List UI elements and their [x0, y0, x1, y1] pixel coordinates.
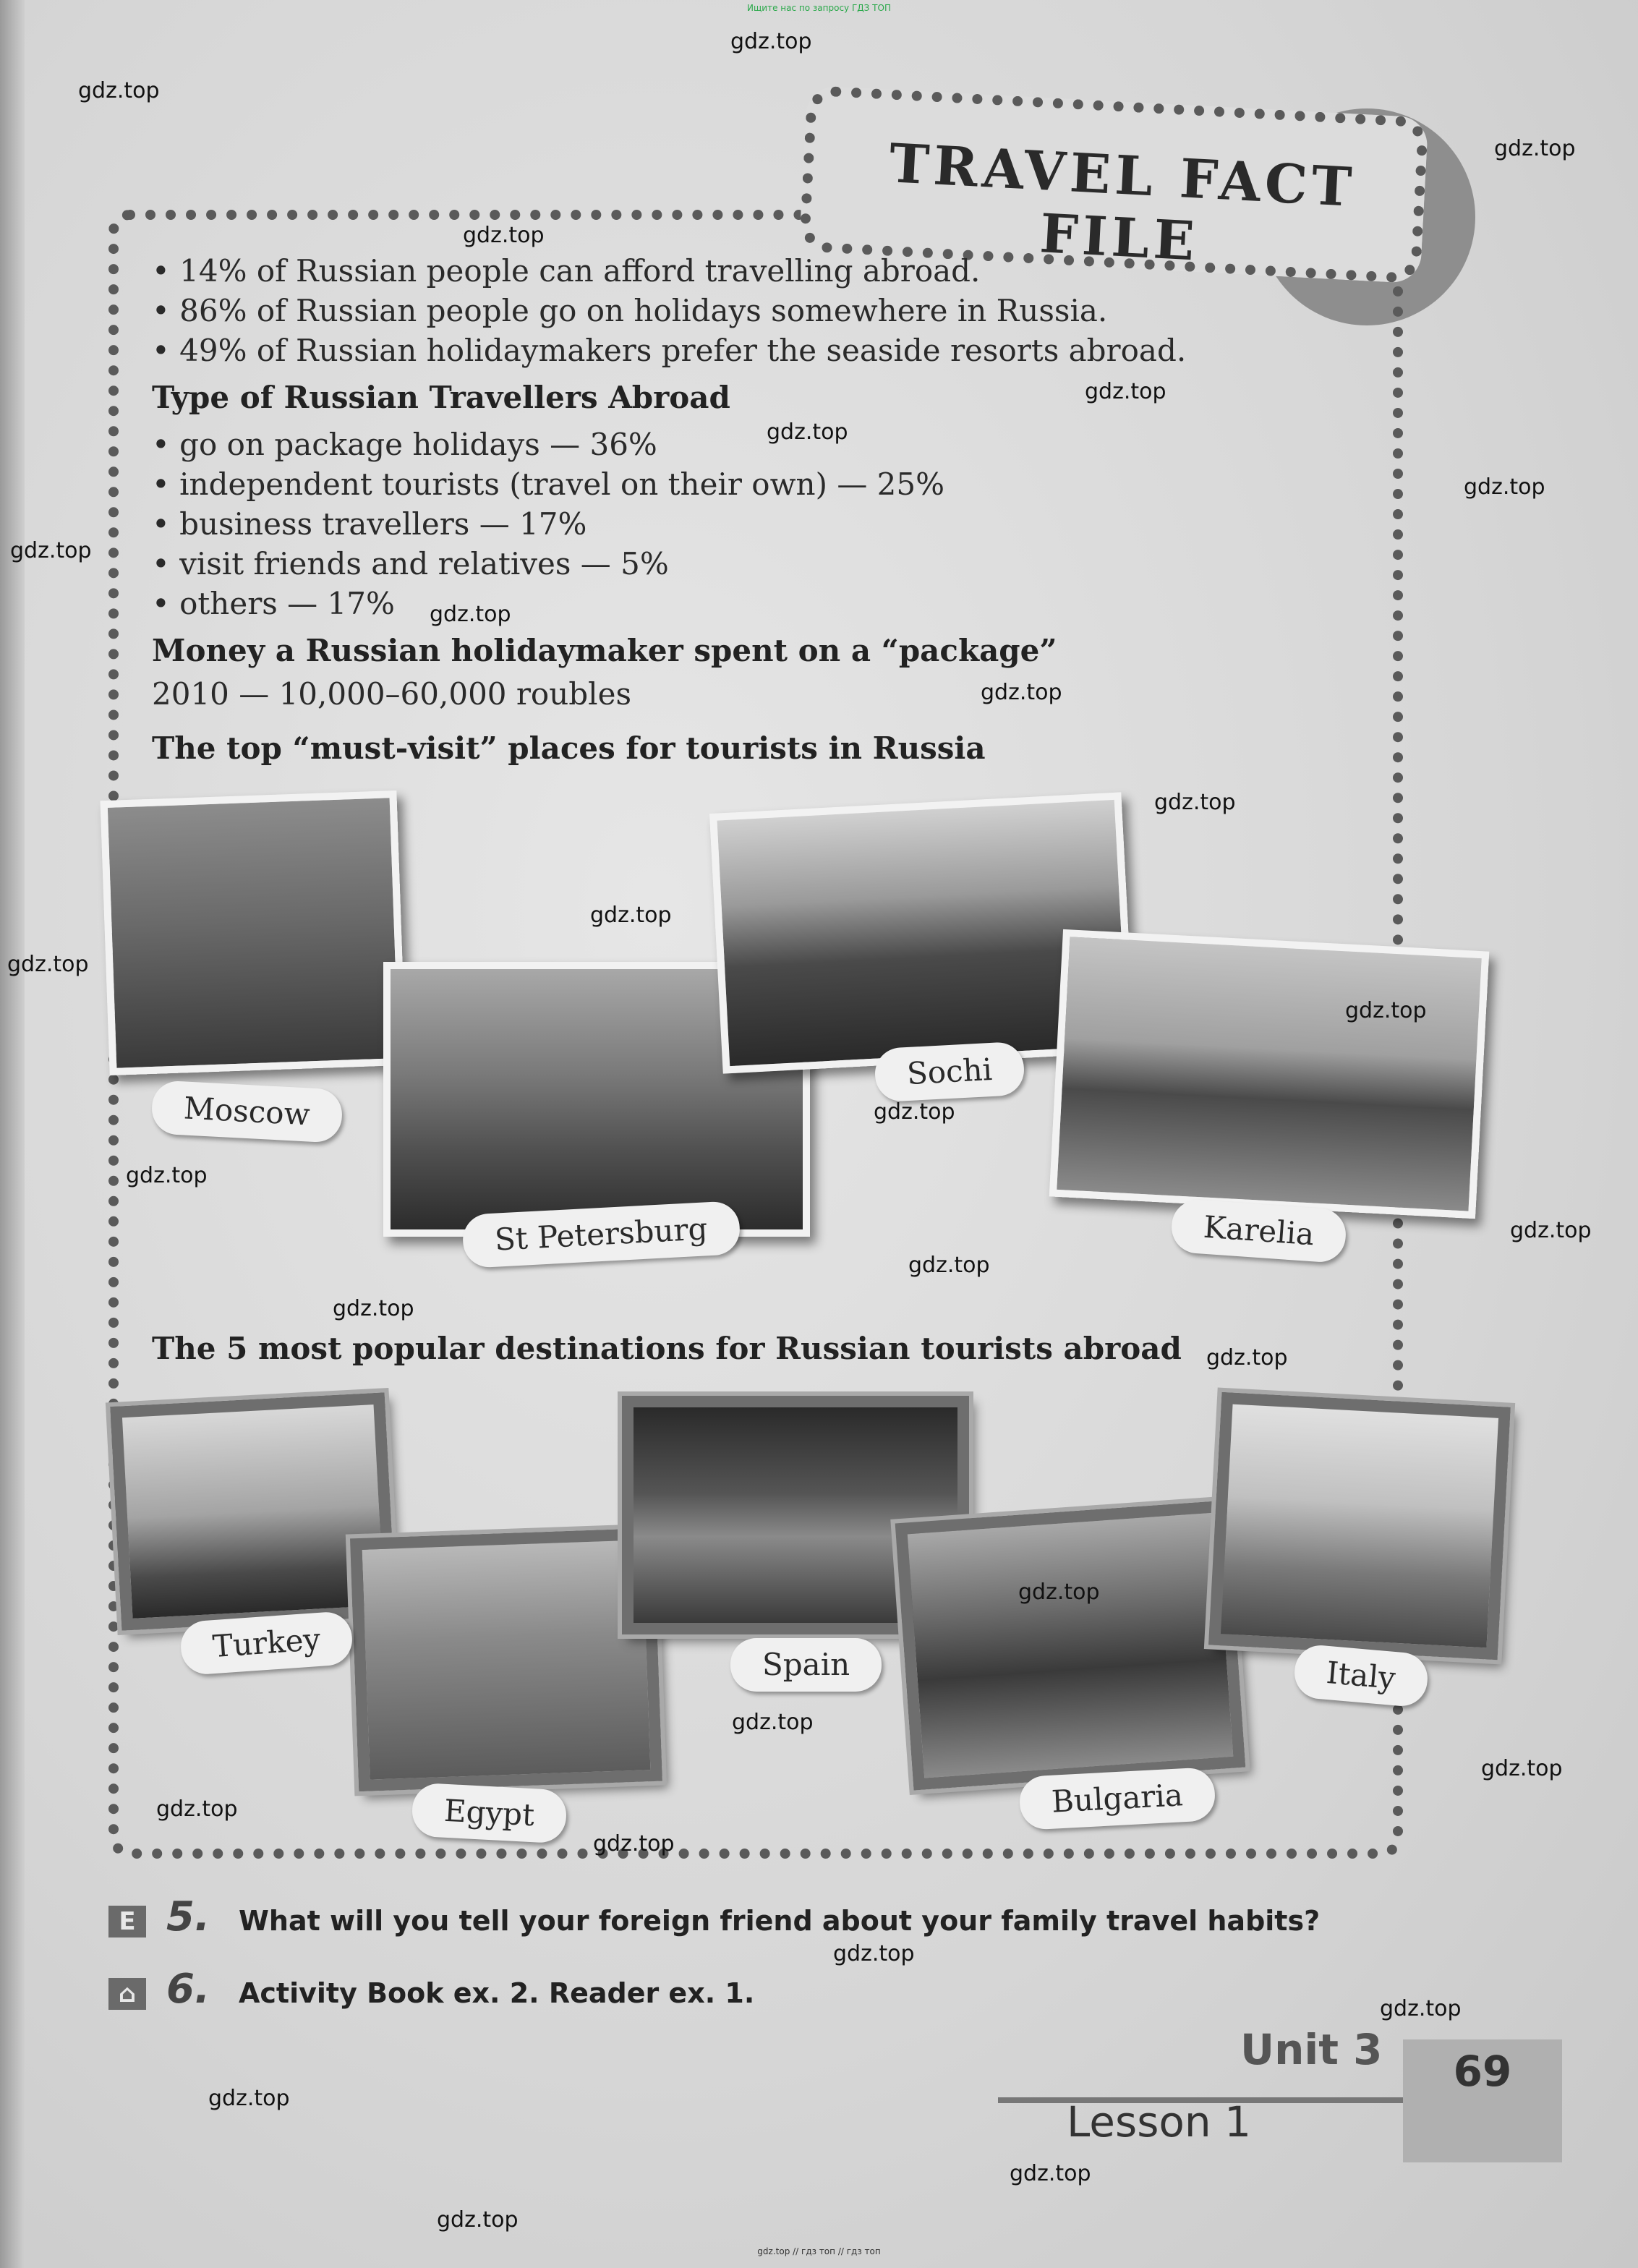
abroad-heading: The 5 most popular destinations for Russian tourists abroad	[152, 1331, 1182, 1366]
type-line: • go on package holidays — 36%	[152, 427, 657, 462]
italy-label: Italy	[1292, 1643, 1429, 1708]
spain-label: Spain	[730, 1638, 882, 1692]
type-line: • others — 17%	[152, 586, 395, 621]
italy-photo	[1208, 1392, 1511, 1660]
karelia-label: Karelia	[1170, 1198, 1348, 1264]
egypt-photo	[350, 1528, 662, 1791]
type-line: • business travellers — 17%	[152, 506, 587, 542]
watermark: gdz.top	[1510, 1218, 1592, 1243]
egypt-label: Egypt	[411, 1782, 568, 1843]
watermark: gdz.top	[156, 1796, 238, 1822]
watermark: gdz.top	[732, 1710, 814, 1735]
moscow-photo	[100, 790, 406, 1075]
watermark: gdz.top	[767, 419, 848, 445]
watermark: gdz.top	[7, 952, 89, 977]
watermark: gdz.top	[437, 2207, 519, 2233]
money-heading: Money a Russian holidaymaker spent on a “package”	[152, 633, 1057, 668]
watermark: gdz.top	[1380, 1996, 1462, 2021]
sochi-label: Sochi	[874, 1041, 1025, 1103]
turkey-label: Turkey	[179, 1611, 354, 1676]
task-6-icon: ⌂	[108, 1978, 146, 2010]
watermark: gdz.top	[874, 1099, 955, 1125]
task-5-text: What will you tell your foreign friend about your family travel habits?	[239, 1905, 1321, 1937]
money-value: 2010 — 10,000–60,000 roubles	[152, 676, 631, 712]
karelia-photo	[1049, 929, 1490, 1219]
russia-heading: The top “must-visit” places for tourists in Russia	[152, 730, 986, 766]
watermark: gdz.top	[1018, 1580, 1100, 1605]
fact-line: • 14% of Russian people can afford travelling abroad.	[152, 253, 981, 289]
lesson-label: Lesson 1	[1067, 2097, 1251, 2146]
types-heading: Type of Russian Travellers Abroad	[152, 380, 730, 415]
bulgaria-photo	[895, 1500, 1246, 1790]
watermark: gdz.top	[981, 680, 1062, 705]
page-binding-shadow	[0, 0, 25, 2268]
watermark: gdz.top	[833, 1941, 915, 1966]
bulgaria-label: Bulgaria	[1018, 1767, 1216, 1830]
watermark: gdz.top	[430, 602, 511, 627]
task-6-number: 6.	[166, 1966, 210, 2013]
watermark: gdz.top	[78, 78, 160, 103]
task-6-text: Activity Book ex. 2. Reader ex. 1.	[239, 1977, 755, 2009]
type-line: • independent tourists (travel on their own) — 25%	[152, 466, 945, 502]
watermark: gdz.top	[126, 1163, 208, 1188]
watermark: gdz.top	[10, 538, 92, 563]
watermark: gdz.top	[208, 2086, 290, 2111]
watermark: gdz.top	[1154, 790, 1236, 815]
top-banner: Ищите нас по запросу ГДЗ ТОП	[747, 3, 891, 13]
unit-label: Unit 3	[1240, 2025, 1383, 2074]
watermark: gdz.top	[1010, 2161, 1091, 2186]
watermark: gdz.top	[1206, 1345, 1288, 1370]
type-line: • visit friends and relatives — 5%	[152, 546, 669, 581]
watermark: gdz.top	[730, 29, 812, 54]
moscow-label: Moscow	[150, 1080, 343, 1143]
fact-line: • 86% of Russian people go on holidays somewhere in Russia.	[152, 293, 1108, 328]
bottom-banner: gdz.top // гдз топ // гдз топ	[757, 2246, 881, 2256]
watermark: gdz.top	[463, 223, 545, 248]
watermark: gdz.top	[590, 903, 672, 928]
page-number: 69	[1453, 2047, 1512, 2096]
watermark: gdz.top	[1464, 474, 1545, 500]
st-petersburg-label: St Petersburg	[461, 1201, 741, 1269]
watermark: gdz.top	[333, 1296, 414, 1321]
task-5-number: 5.	[166, 1893, 210, 1940]
watermark: gdz.top	[1481, 1756, 1563, 1781]
watermark: gdz.top	[1345, 998, 1427, 1023]
watermark: gdz.top	[908, 1253, 990, 1278]
watermark: gdz.top	[1494, 136, 1576, 161]
task-5-icon: E	[108, 1906, 146, 1937]
fact-file-title: TRAVEL FACT FILE	[887, 132, 1357, 273]
watermark: gdz.top	[1085, 379, 1166, 404]
watermark: gdz.top	[593, 1831, 675, 1856]
fact-line: • 49% of Russian holidaymakers prefer the seaside resorts abroad.	[152, 333, 1187, 368]
